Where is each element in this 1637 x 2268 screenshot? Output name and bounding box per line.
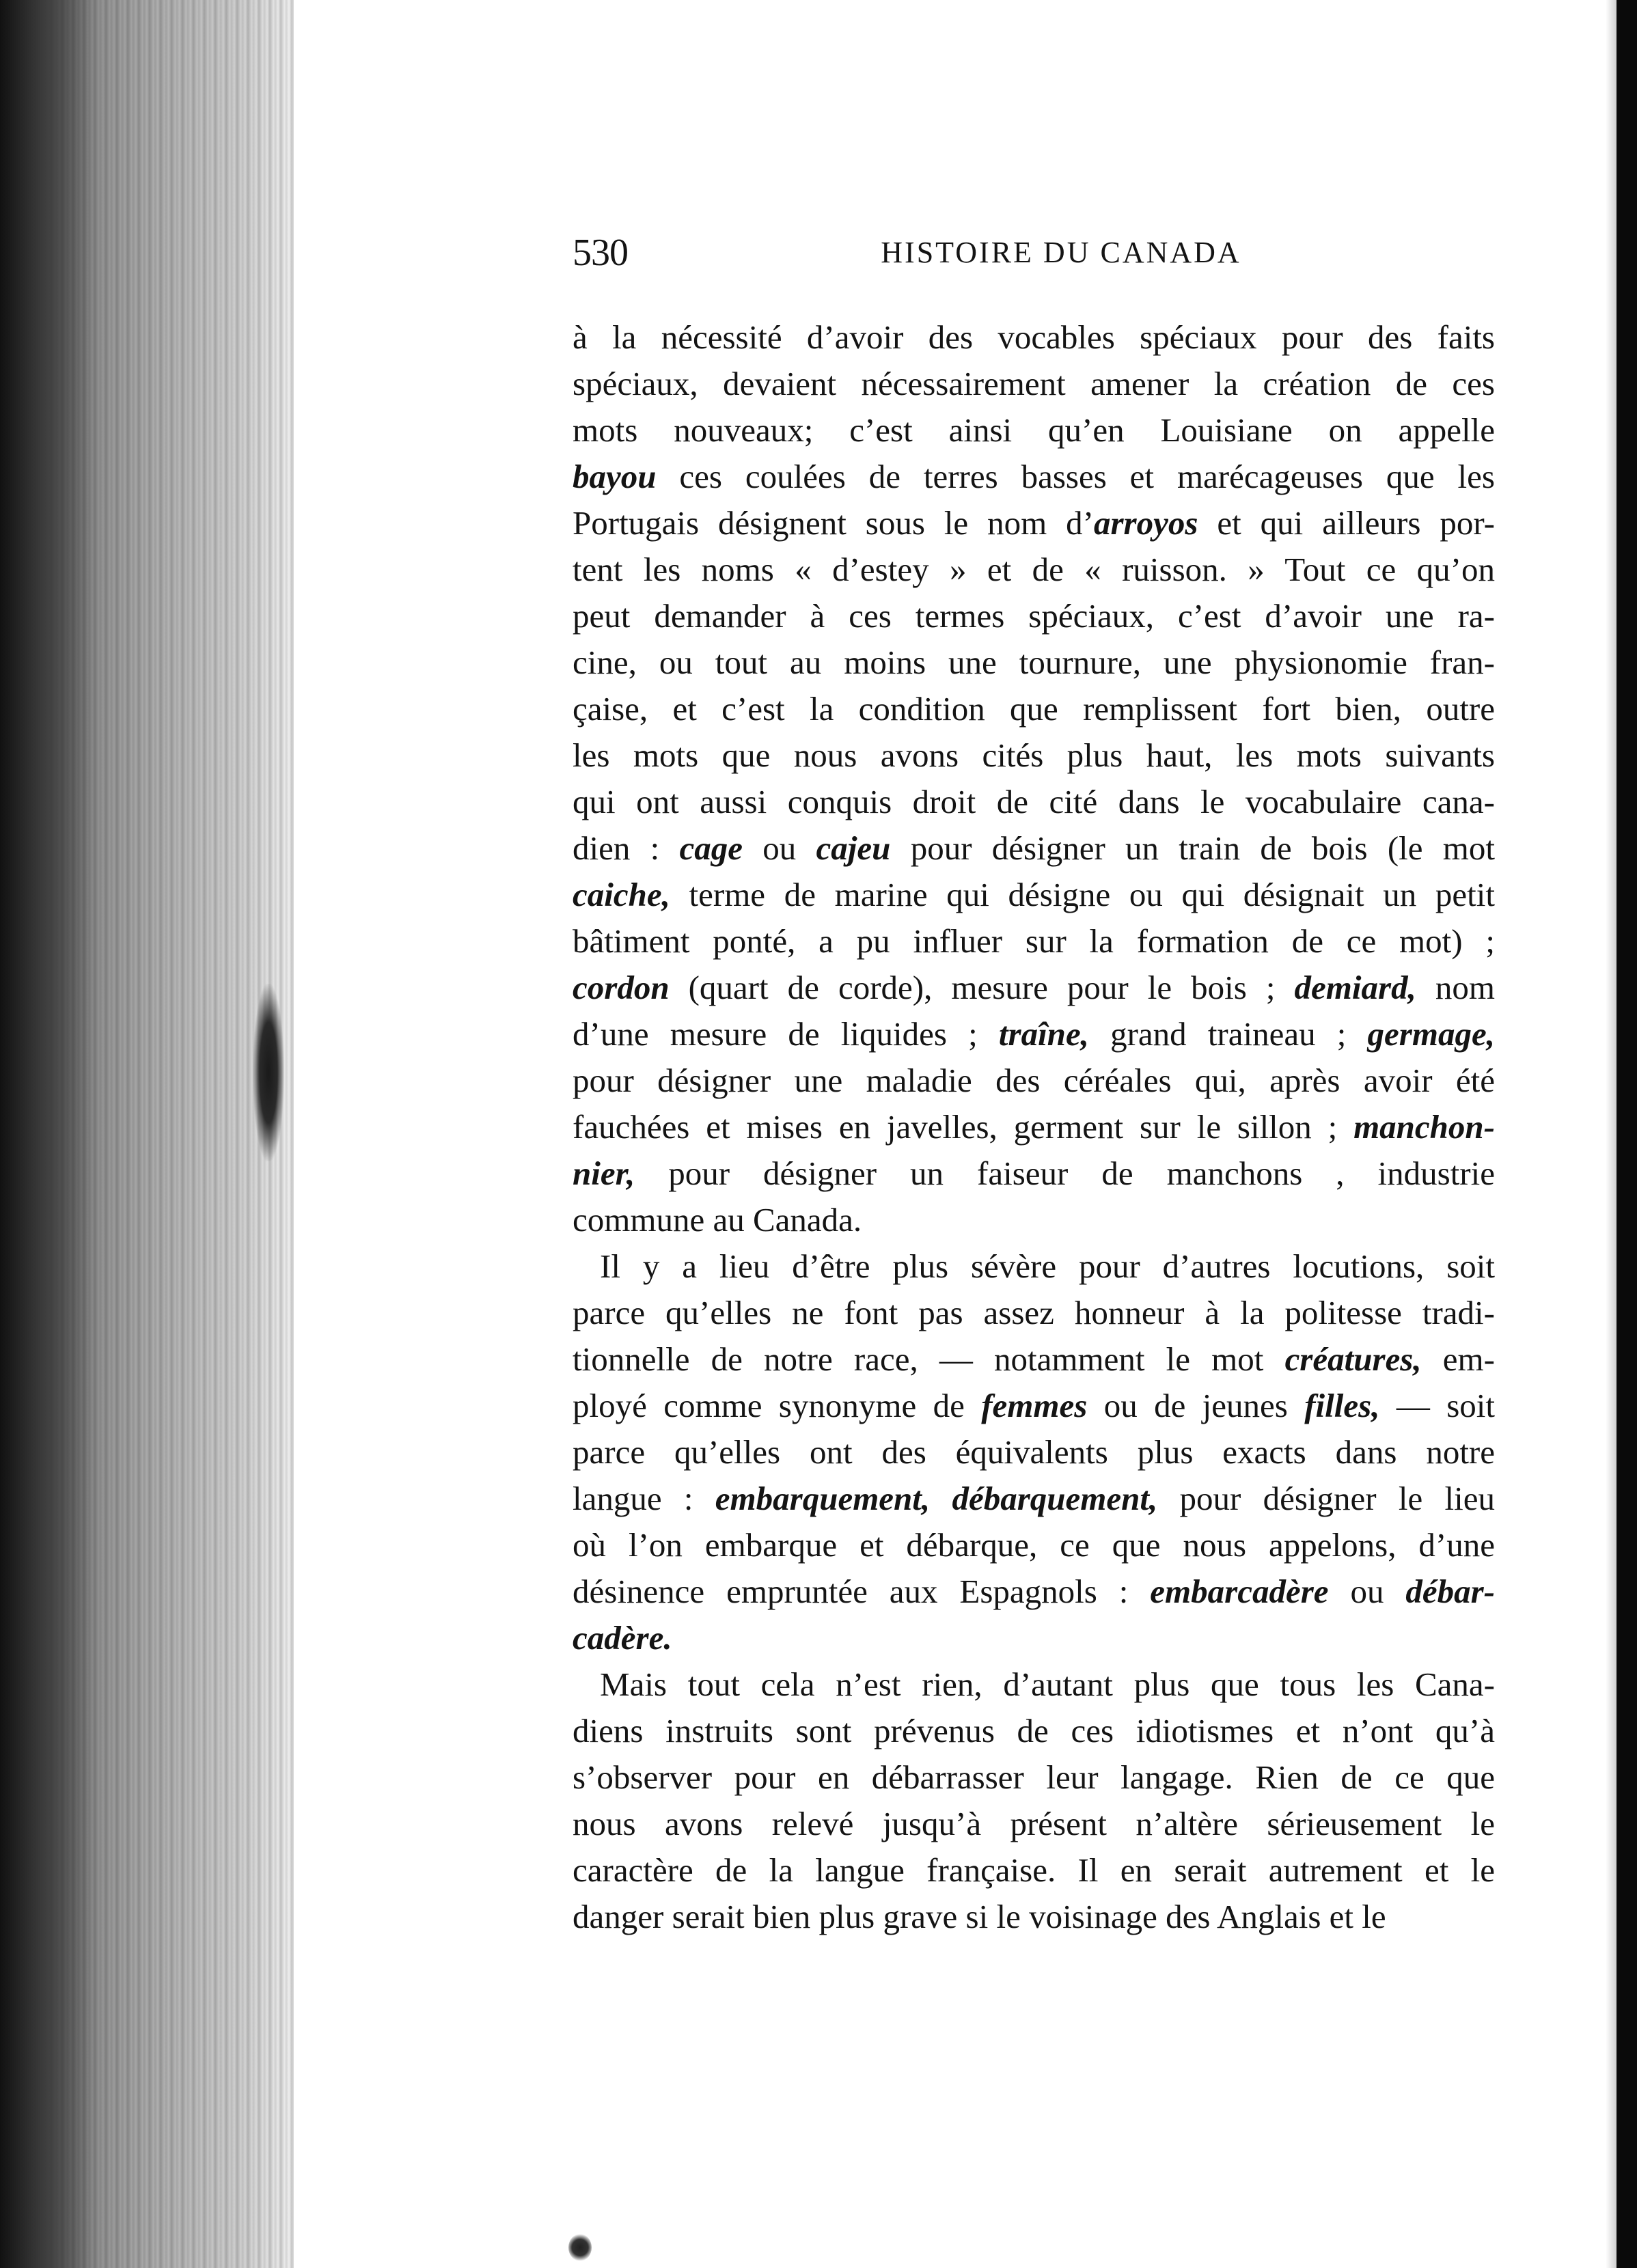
text-run: tent les noms « d’estey » et de « ruisson. » Tout ce qu’on [573, 551, 1495, 588]
text-run: terme de marine qui désigne ou qui désignait un petit [670, 876, 1495, 913]
text-line [573, 1615, 1495, 1661]
italic-term: créatures, [1284, 1340, 1422, 1378]
text-run: danger serait bien plus grave si le voisinage des Anglais et le [573, 1898, 1386, 1935]
text-run: parce qu’elles ne font pas assez honneur à la politesse tradi- [573, 1294, 1495, 1331]
text-line [573, 593, 1495, 639]
text-run: les mots que nous avons cités plus haut, les mots suivants [573, 736, 1495, 774]
italic-term: arroyos [1093, 504, 1198, 542]
italic-term: cage [679, 829, 743, 867]
text-line [573, 1476, 1495, 1522]
binding-mark [253, 984, 284, 1161]
text-run: Mais tout cela n’est rien, d’autant plus que tous les Cana- [600, 1665, 1495, 1703]
text-run: langue : [573, 1480, 715, 1517]
paragraph-3 [573, 1661, 1495, 1940]
text-line [573, 1661, 1495, 1708]
text-line [573, 361, 1495, 407]
text-run: nous avons relevé jusqu’à présent n’altère sérieusement le [573, 1805, 1495, 1842]
text-line [573, 1708, 1495, 1754]
page-number: 530 [573, 232, 628, 274]
text-run: nom [1416, 969, 1495, 1006]
text-line [573, 872, 1495, 918]
text-run: çaise, et c’est la condition que remplissent fort bien, outre [573, 690, 1495, 728]
text-run: caractère de la langue française. Il en serait autrement et le [573, 1851, 1495, 1889]
text-line [573, 1011, 1495, 1057]
text-run: diens instruits sont prévenus de ces idiotismes et n’ont qu’à [573, 1712, 1495, 1750]
running-head [573, 225, 1495, 280]
italic-term: nier, [573, 1154, 635, 1192]
text-line [573, 1150, 1495, 1197]
body-text [573, 314, 1495, 1940]
italic-term: cordon [573, 969, 670, 1006]
text-line [573, 1057, 1495, 1104]
text-run: dien : [573, 829, 680, 867]
italic-term: embarquement, débarquement, [715, 1480, 1158, 1517]
text-line [573, 454, 1495, 500]
text-run: ployé comme synonyme de [573, 1387, 982, 1424]
text-line [573, 500, 1495, 547]
text-line [573, 1801, 1495, 1847]
text-run: fauchées et mises en javelles, germent sur le sillon ; [573, 1108, 1354, 1146]
italic-term: débar- [1405, 1573, 1495, 1610]
italic-term: cadère. [573, 1619, 672, 1657]
paragraph-2 [573, 1243, 1495, 1661]
text-run: mots nouveaux; c’est ainsi qu’en Louisiane on appelle [573, 411, 1495, 449]
text-run: ou [743, 829, 816, 867]
text-line [573, 547, 1495, 593]
text-run: em- [1421, 1340, 1495, 1378]
text-line [573, 965, 1495, 1011]
italic-term: femmes [981, 1387, 1088, 1424]
text-run: commune au Canada. [573, 1201, 862, 1239]
book-edge-dark [0, 0, 96, 2268]
text-run: pour désigner un train de bois (le mot [890, 829, 1495, 867]
text-line [573, 639, 1495, 686]
text-run: (quart de corde), mesure pour le bois ; [669, 969, 1295, 1006]
italic-term: embarcadère [1150, 1573, 1329, 1610]
text-run: à la nécessité d’avoir des vocables spéciaux pour des faits [573, 318, 1495, 356]
italic-term: traîne, [998, 1015, 1089, 1053]
text-run: pour désigner le lieu [1157, 1480, 1495, 1517]
italic-term: germage, [1367, 1015, 1495, 1053]
text-line [573, 732, 1495, 779]
text-run: s’observer pour en débarrasser leur langage. Rien de ce que [573, 1758, 1495, 1796]
right-edge-shade [1606, 0, 1617, 2268]
text-line [573, 314, 1495, 361]
text-run: ces coulées de terres basses et marécageuses que les [656, 458, 1495, 495]
italic-term: demiard, [1294, 969, 1416, 1006]
bottom-scan-mark [568, 2234, 592, 2261]
text-run: et qui ailleurs por- [1198, 504, 1495, 542]
text-run: où l’on embarque et débarque, ce que nous appelons, d’une [573, 1526, 1495, 1564]
text-line [573, 1754, 1495, 1801]
page-content [573, 225, 1495, 1940]
text-line [573, 918, 1495, 965]
italic-term: caiche, [573, 876, 670, 913]
italic-term: filles, [1304, 1387, 1380, 1424]
text-line [573, 1383, 1495, 1429]
paragraph-1 [573, 314, 1495, 1243]
italic-term: manchon- [1353, 1108, 1495, 1146]
text-line [573, 1522, 1495, 1568]
text-line [573, 1429, 1495, 1476]
italic-term: cajeu [816, 829, 891, 867]
text-run: pour désigner un faiseur de manchons , industrie [635, 1154, 1495, 1192]
right-edge-border [1617, 0, 1637, 2268]
text-run: bâtiment ponté, a pu influer sur la formation de ce mot) ; [573, 922, 1495, 960]
text-line [573, 1568, 1495, 1615]
text-line [573, 1243, 1495, 1290]
text-run: — soit [1379, 1387, 1495, 1424]
text-run: parce qu’elles ont des équivalents plus exacts dans notre [573, 1433, 1495, 1471]
text-line [573, 686, 1495, 732]
running-title: HISTOIRE DU CANADA [881, 236, 1241, 269]
text-run: ou de jeunes [1087, 1387, 1305, 1424]
text-run: grand traineau ; [1088, 1015, 1368, 1053]
text-run: Il y a lieu d’être plus sévère pour d’autres locutions, soit [600, 1247, 1495, 1285]
text-line [573, 407, 1495, 454]
text-run: Portugais désignent sous le nom d’ [573, 504, 1094, 542]
text-line [573, 1290, 1495, 1336]
text-line [573, 825, 1495, 872]
text-line [573, 779, 1495, 825]
text-run: qui ont aussi conquis droit de cité dans le vocabulaire cana- [573, 783, 1495, 820]
italic-term: bayou [573, 458, 657, 495]
text-line [573, 1104, 1495, 1150]
text-run: tionnelle de notre race, — notamment le mot [573, 1340, 1285, 1378]
text-line [573, 1197, 1495, 1243]
text-run: ou [1328, 1573, 1406, 1610]
text-line [573, 1336, 1495, 1383]
text-line [573, 1894, 1495, 1940]
text-run: peut demander à ces termes spéciaux, c’est d’avoir une ra- [573, 597, 1495, 635]
text-run: désinence empruntée aux Espagnols : [573, 1573, 1151, 1610]
text-run: spéciaux, devaient nécessairement amener la création de ces [573, 365, 1495, 402]
text-run: d’une mesure de liquides ; [573, 1015, 999, 1053]
text-line [573, 1847, 1495, 1894]
text-run: cine, ou tout au moins une tournure, une physionomie fran- [573, 644, 1495, 681]
text-run: pour désigner une maladie des céréales qui, après avoir été [573, 1062, 1495, 1099]
